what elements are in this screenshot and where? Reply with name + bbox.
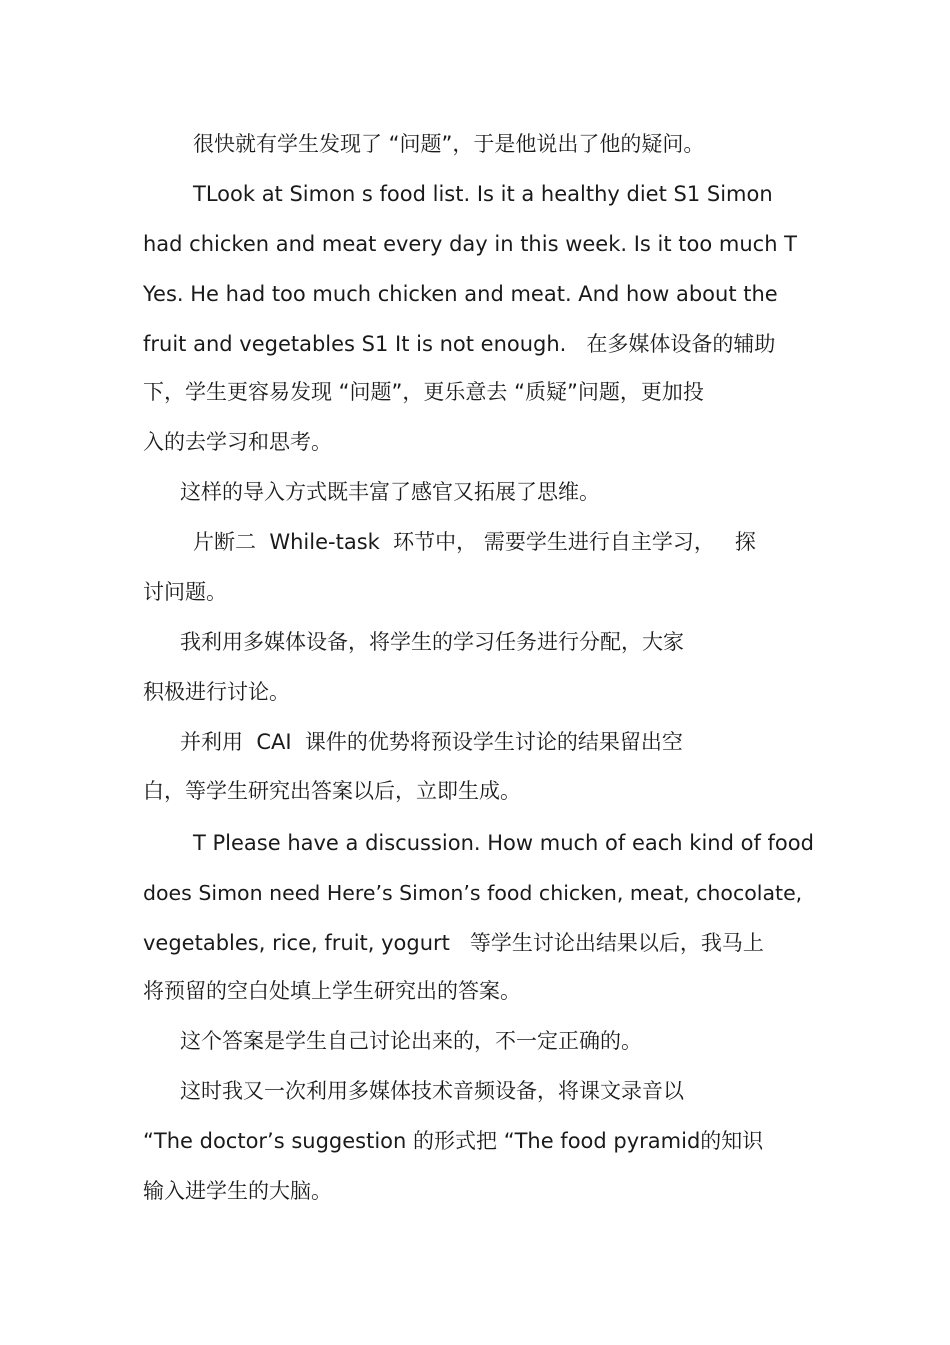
- text-line: vegetables, rice, fruit, yogurt 等学生讨论出结果以后，我马上: [143, 931, 764, 955]
- text-line: 这样的导入方式既丰富了感官又拓展了思维。: [180, 480, 600, 504]
- text-line: 这个答案是学生自己讨论出来的，不一定正确的。: [180, 1029, 642, 1053]
- text-line: does Simon need Here’s Simon’s food chicken, meat, chocolate,: [143, 881, 803, 905]
- text-line: 输入进学生的大脑。: [143, 1179, 332, 1203]
- text-line: “The doctor’s suggestion 的形式把 “The food pyramid的知识: [143, 1129, 764, 1153]
- text-line: 讨问题。: [143, 580, 227, 604]
- text-line: 这时我又一次利用多媒体技术音频设备，将课文录音以: [180, 1079, 684, 1103]
- text-line: fruit and vegetables S1 It is not enough. 在多媒体设备的辅助: [143, 332, 776, 356]
- text-line: 片断二 While-task 环节中， 需要学生进行自主学习， 探: [193, 530, 756, 554]
- text-line: 将预留的空白处填上学生研究出的答案。: [143, 979, 521, 1003]
- text-line: had chicken and meat every day in this week. Is it too much T: [143, 232, 798, 256]
- text-line: 很快就有学生发现了 “问题”，于是他说出了他的疑问。: [193, 132, 705, 156]
- text-line: 下，学生更容易发现 “问题”，更乐意去 “质疑”问题，更加投: [143, 380, 704, 404]
- text-line: 积极进行讨论。: [143, 680, 290, 704]
- text-line: 并利用 CAI 课件的优势将预设学生讨论的结果留出空: [180, 730, 683, 754]
- text-line: TLook at Simon s food list. Is it a healthy diet S1 Simon: [193, 182, 773, 206]
- text-line: T Please have a discussion. How much of each kind of food: [193, 831, 814, 855]
- text-line: 入的去学习和思考。: [143, 430, 332, 454]
- text-line: Yes. He had too much chicken and meat. And how about the: [143, 282, 778, 306]
- text-line: 白，等学生研究出答案以后，立即生成。: [143, 779, 521, 803]
- text-line: 我利用多媒体设备，将学生的学习任务进行分配，大家: [180, 630, 684, 654]
